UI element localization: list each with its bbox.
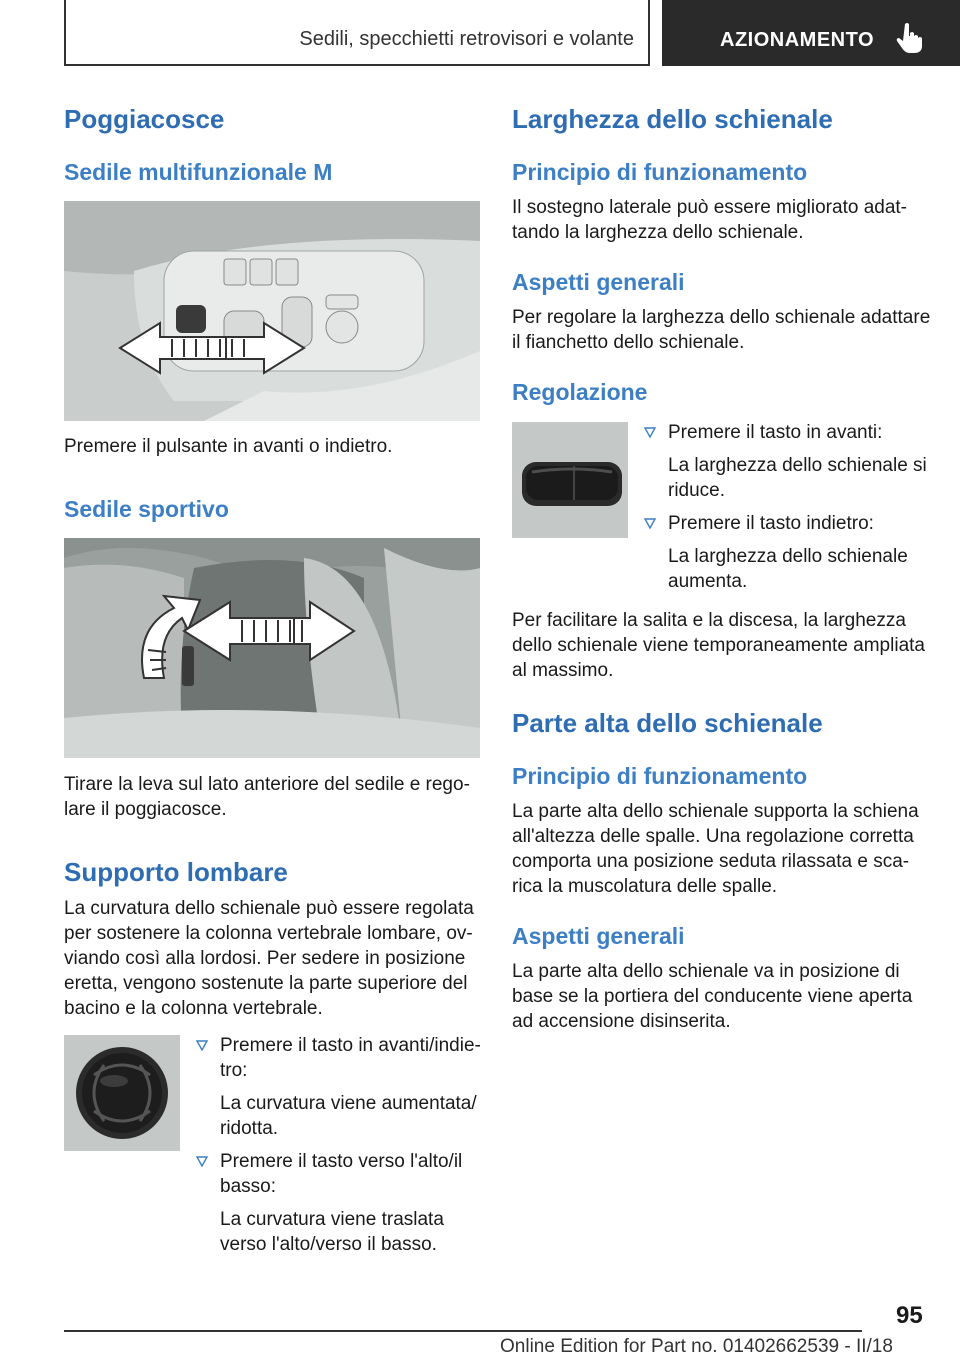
text-aspetti-2: il fianchetto dello schienale. bbox=[512, 332, 745, 353]
text-principio2-2: all'altezza delle spalle. Una regolazione corretta bbox=[512, 826, 914, 847]
text-lombare-5: bacino e la colonna vertebrale. bbox=[64, 998, 323, 1019]
text-aspetti-1: Per regolare la larghezza dello schienale adattare bbox=[512, 307, 931, 328]
heading-principio: Principio di funzionamento bbox=[512, 159, 808, 185]
regolazione-bullet-list bbox=[640, 420, 930, 594]
text-lombare-2: per sostenere la colonna vertebrale lombare, ov- bbox=[64, 923, 473, 944]
heading-parte-alta: Parte alta dello schienale bbox=[512, 708, 823, 738]
triangle-bullet-icon bbox=[644, 517, 656, 529]
list-item: Premere il tasto in avanti: La larghezza dello schienale si riduce. bbox=[640, 420, 930, 503]
text-aspetti2-1: La parte alta dello schienale va in posizione di bbox=[512, 961, 900, 982]
heading-lombare: Supporto lombare bbox=[64, 857, 288, 887]
photo-lumbar-switch bbox=[64, 1035, 180, 1151]
heading-larghezza: Larghezza dello schienale bbox=[512, 104, 833, 134]
heading-poggiacosce: Poggiacosce bbox=[64, 104, 225, 134]
triangle-bullet-icon bbox=[196, 1039, 208, 1051]
section-tab bbox=[662, 0, 960, 66]
text-lombare-4: eretta, vengono sostenute la parte superiore del bbox=[64, 973, 468, 994]
footer-divider bbox=[64, 1330, 862, 1332]
heading-regolazione: Regolazione bbox=[512, 379, 648, 405]
triangle-bullet-icon bbox=[644, 426, 656, 438]
list-item: Premere il tasto verso l'alto/il basso: La curvatura viene traslata verso l'alto/verso il basso. bbox=[192, 1149, 482, 1257]
text-principio-2: tando la larghezza dello schienale. bbox=[512, 222, 804, 243]
section-title: AZIONAMENTO bbox=[720, 29, 875, 51]
text-facilitare-3: al massimo. bbox=[512, 660, 614, 681]
page-number: 95 bbox=[896, 1302, 923, 1329]
text-principio2-4: rica la muscolatura delle spalle. bbox=[512, 876, 778, 897]
heading-aspetti: Aspetti generali bbox=[512, 269, 685, 295]
text-sportivo-2: lare il poggiacosce. bbox=[64, 799, 227, 820]
text-principio2-1: La parte alta dello schienale supporta la schiena bbox=[512, 801, 919, 822]
text-principio-1: Il sostegno laterale può essere migliorato adat- bbox=[512, 197, 908, 218]
photo-sport-seat bbox=[64, 538, 480, 758]
text-aspetti2-3: ad accensione disinserita. bbox=[512, 1011, 731, 1032]
list-item: Premere il tasto in avanti/indie- tro: La curvatura viene aumentata/ ridotta. bbox=[192, 1033, 482, 1141]
heading-sportivo: Sedile sportivo bbox=[64, 496, 229, 522]
text-aspetti2-2: base se la portiera del conducente viene aperta bbox=[512, 986, 913, 1007]
chapter-title: Sedili, specchietti retrovisori e volante bbox=[299, 28, 634, 50]
text-lombare-3: viando così alla lordosi. Per sedere in posizione bbox=[64, 948, 466, 969]
heading-multifunzionale: Sedile multifunzionale M bbox=[64, 159, 333, 185]
photo-multifunction-seat bbox=[64, 201, 480, 421]
text-facilitare-1: Per facilitare la salita e la discesa, la larghezza bbox=[512, 610, 906, 631]
list-item: Premere il tasto indietro: La larghezza dello schienale aumenta. bbox=[640, 511, 930, 594]
footer-edition: Online Edition for Part no. 01402662539 - II/18 bbox=[500, 1336, 893, 1357]
lombare-bullet-list bbox=[192, 1033, 482, 1257]
heading-aspetti-2: Aspetti generali bbox=[512, 923, 685, 949]
page-header bbox=[0, 0, 960, 66]
chapter-tab bbox=[64, 0, 650, 66]
text-facilitare-2: dello schienale viene temporaneamente ampliata bbox=[512, 635, 925, 656]
text-lombare-1: La curvatura dello schienale può essere regolata bbox=[64, 898, 474, 919]
triangle-bullet-icon bbox=[196, 1155, 208, 1167]
pointing-hand-icon bbox=[896, 22, 924, 54]
text-principio2-3: comporta una posizione seduta rilassata e sca- bbox=[512, 851, 910, 872]
text-multifunzionale: Premere il pulsante in avanti o indietro. bbox=[64, 436, 393, 457]
heading-principio-2: Principio di funzionamento bbox=[512, 763, 808, 789]
text-sportivo-1: Tirare la leva sul lato anteriore del sedile e rego- bbox=[64, 774, 470, 795]
photo-backrest-width-switch bbox=[512, 422, 628, 538]
